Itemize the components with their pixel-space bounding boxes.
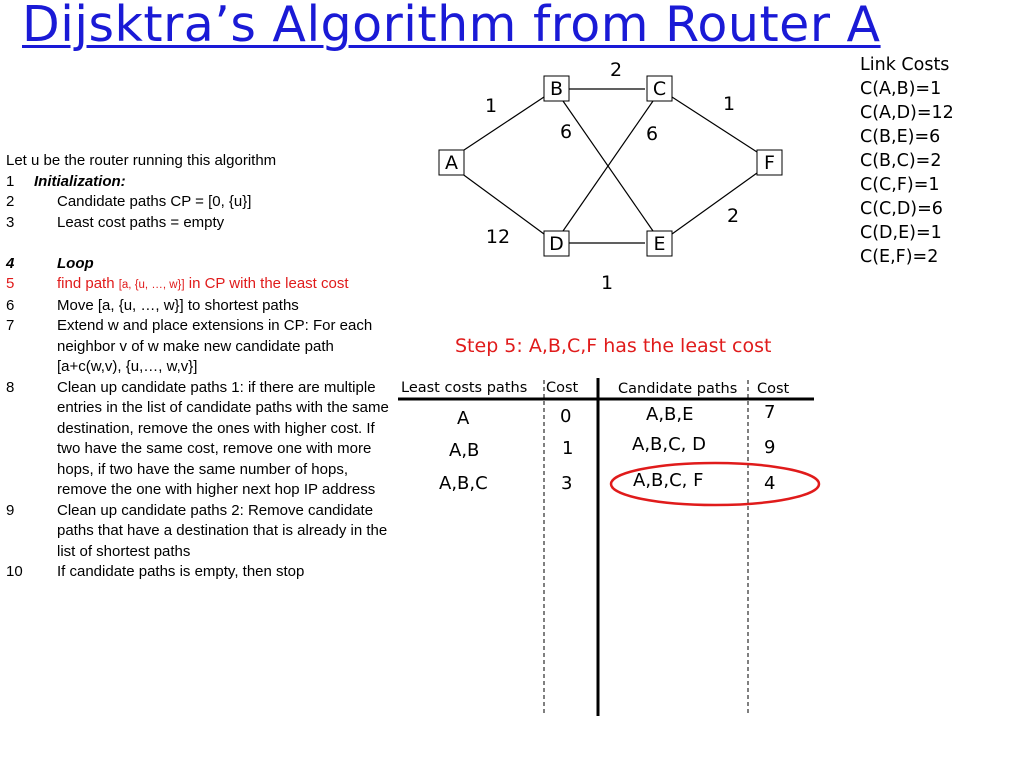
link-cost-item: C(A,B)=1 (860, 79, 942, 99)
algorithm-step-7: 7 Extend w and place extensions in CP: For each neighbor v of w make new candidate path [a+c(w,v), {u,…, w,v}] (6, 317, 373, 375)
algorithm-step-9: 9 Clean up candidate paths 2: Remove candidate paths that have a destination that is already in the list of shortest paths (6, 501, 388, 560)
node-d: D (549, 233, 564, 255)
node-c: C (652, 78, 667, 100)
edge-cost-c-f: 1 (722, 93, 736, 115)
candidate-cost-cell: 9 (764, 437, 776, 458)
slide-title: Dijsktra’s Algorithm from Router A (22, 0, 881, 53)
candidate-path-cell: A,B,C, F (633, 470, 704, 491)
candidate-path-cell: A,B,C, D (632, 434, 706, 455)
algorithm-step-2: 2 Candidate paths CP = [0, {u}] (6, 193, 252, 210)
edge-cost-d-e: 1 (600, 272, 614, 294)
algorithm-step-4: 4 Loop (6, 254, 94, 272)
algorithm-step-3: 3 Least cost paths = empty (6, 213, 225, 231)
candidate-cost-cell: 7 (764, 402, 776, 423)
algorithm-intro: Let u be the router running this algorithm (6, 152, 277, 169)
edge-a-d (461, 173, 544, 234)
least-path-cell: A (457, 408, 470, 429)
edge-c-f (672, 97, 757, 152)
least-path-cell: A,B,C (439, 473, 488, 494)
edge-e-f (672, 173, 757, 234)
header-least-paths: Least costs paths (401, 380, 528, 396)
node-b: B (549, 78, 564, 100)
link-cost-item: C(A,D)=12 (860, 103, 954, 123)
edge-cost-b-c: 2 (609, 59, 623, 81)
least-cost-cell: 3 (561, 473, 573, 494)
link-cost-item: C(B,C)=2 (860, 151, 942, 171)
link-cost-item: C(E,F)=2 (860, 247, 939, 267)
candidate-cost-cell: 4 (764, 473, 776, 494)
algorithm-step-10: 10 If candidate paths is empty, then stop (6, 563, 305, 580)
edge-cost-e-f: 2 (726, 205, 740, 227)
node-e: E (653, 233, 666, 255)
algorithm-step-8: 8 Clean up candidate paths 1: if there are multiple entries in the list of candidate paths with the same destination, remove the ones with higher cost. If two have the same cost, remove one with more hops, if two have the same number of hops, remove the one with higher next hop IP address (6, 378, 389, 498)
algorithm-step-5: 5 find path [a, {u, …, w}] in CP with the least cost (6, 275, 349, 292)
least-cost-cell: 0 (560, 406, 572, 427)
edge-a-b (461, 97, 544, 152)
algorithm-step-6: 6 Move [a, {u, …, w}] to shortest paths (6, 296, 299, 314)
least-cost-cell: 1 (562, 438, 574, 459)
edge-cost-c-d: 6 (645, 123, 659, 145)
link-cost-item: C(D,E)=1 (860, 223, 942, 243)
edge-cost-b-e: 6 (559, 121, 573, 143)
header-candidate-cost: Cost (757, 381, 790, 397)
link-costs-heading: Link Costs (860, 55, 950, 75)
candidate-path-cell: A,B,E (646, 404, 694, 425)
node-f: F (764, 152, 775, 174)
edge-cost-a-b: 1 (484, 95, 498, 117)
link-cost-item: C(C,D)=6 (860, 199, 943, 219)
step-label: Step 5: A,B,C,F has the least cost (455, 335, 772, 357)
link-cost-item: C(B,E)=6 (860, 127, 941, 147)
edge-cost-a-d: 12 (485, 226, 511, 248)
header-least-cost: Cost (546, 380, 579, 396)
node-a: A (445, 152, 458, 174)
header-candidate-paths: Candidate paths (618, 381, 738, 397)
link-cost-item: C(C,F)=1 (860, 175, 940, 195)
algorithm-step-1: 1 Initialization: (6, 172, 126, 190)
least-path-cell: A,B (449, 440, 480, 461)
